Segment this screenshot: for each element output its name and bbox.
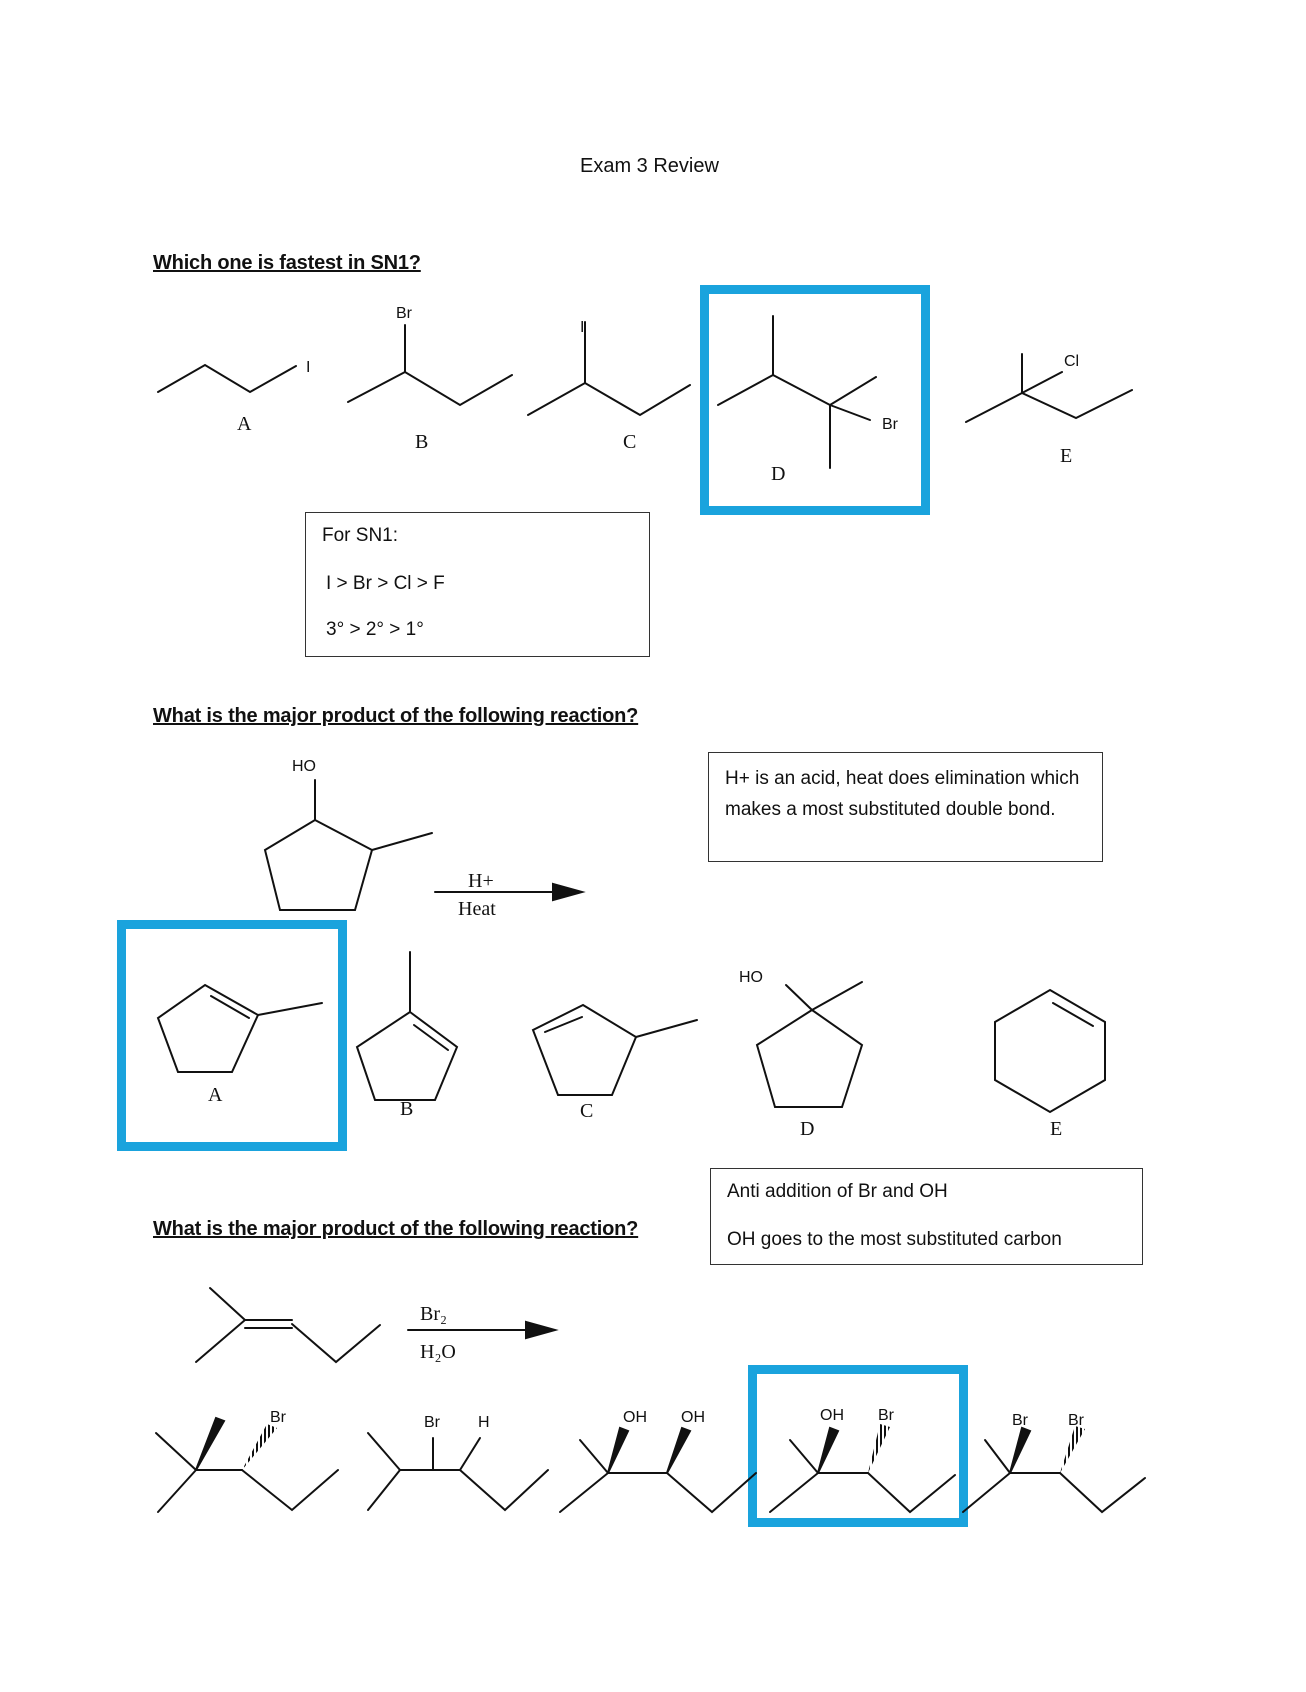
q1-label-e: E	[1060, 445, 1073, 467]
q1-atom-a: I	[306, 359, 311, 376]
q2-reactant-atom: HO	[292, 758, 316, 775]
addition-note-line-2: OH goes to the most substituted carbon	[727, 1229, 1062, 1250]
q3-a-br: Br	[270, 1409, 286, 1426]
q3-c-oh-2: OH	[681, 1409, 705, 1426]
q2-product-c	[533, 1005, 697, 1095]
question-3: What is the major product of the following reaction?	[153, 1218, 639, 1240]
q3-product-a	[156, 1418, 338, 1512]
q1-label-d: D	[771, 463, 786, 485]
sn1-note-line-2: 3° > 2° > 1°	[326, 619, 424, 640]
q3-b-h: H	[478, 1414, 490, 1431]
sn1-note-line-1: I > Br > Cl > F	[326, 573, 445, 594]
q3-reactant	[196, 1288, 380, 1362]
q2-reagent-bottom: Heat	[458, 898, 496, 920]
q1-molecule-d	[718, 316, 876, 468]
question-1: Which one is fastest in SN1?	[153, 252, 421, 274]
q2-product-d-atom: HO	[739, 969, 763, 986]
q2-label-d: D	[800, 1118, 815, 1140]
q2-product-d	[757, 982, 862, 1107]
q2-label-e: E	[1050, 1118, 1063, 1140]
addition-note-line-1: Anti addition of Br and OH	[727, 1181, 948, 1202]
q3-e-br-1: Br	[1012, 1412, 1028, 1429]
q2-reactant	[265, 780, 432, 910]
q2-label-a: A	[208, 1084, 223, 1106]
q2-product-e	[995, 990, 1105, 1112]
q3-product-c	[560, 1428, 756, 1512]
q3-b-br: Br	[424, 1414, 440, 1431]
q1-molecule-e	[966, 354, 1132, 422]
q2-product-b	[357, 952, 457, 1100]
q1-molecule-a	[158, 365, 296, 392]
q1-atom-c: I	[580, 319, 585, 336]
q2-product-a	[158, 985, 322, 1072]
page-title: Exam 3 Review	[580, 155, 719, 177]
q3-reagent-bottom: H₂O	[420, 1341, 456, 1363]
q3-d-oh: OH	[820, 1407, 844, 1424]
q3-reagent-top: Br₂	[420, 1303, 447, 1325]
question-2: What is the major product of the following reaction?	[153, 705, 639, 727]
q1-atom-e: Cl	[1064, 353, 1080, 370]
q3-c-oh-1: OH	[623, 1409, 647, 1426]
q1-atom-b: Br	[396, 305, 412, 322]
q2-reagent-top: H+	[468, 870, 494, 892]
q3-d-br: Br	[878, 1407, 894, 1424]
sn1-note-heading: For SN1:	[322, 525, 399, 546]
elimination-note-text: H+ is an acid, heat does elimination which makes a most substituted double bond.	[725, 768, 1080, 820]
q1-label-a: A	[237, 413, 252, 435]
q1-label-b: B	[415, 431, 429, 453]
q3-e-br-2: Br	[1068, 1412, 1084, 1429]
q2-label-b: B	[400, 1098, 414, 1120]
q3-product-e	[963, 1426, 1145, 1512]
q1-atom-d: Br	[882, 416, 898, 433]
q3-product-b	[368, 1433, 548, 1510]
q1-molecule-c	[528, 322, 690, 415]
q2-label-c: C	[580, 1100, 594, 1122]
q3-product-d	[770, 1424, 955, 1512]
q1-molecule-b	[348, 325, 512, 405]
q1-label-c: C	[623, 431, 637, 453]
